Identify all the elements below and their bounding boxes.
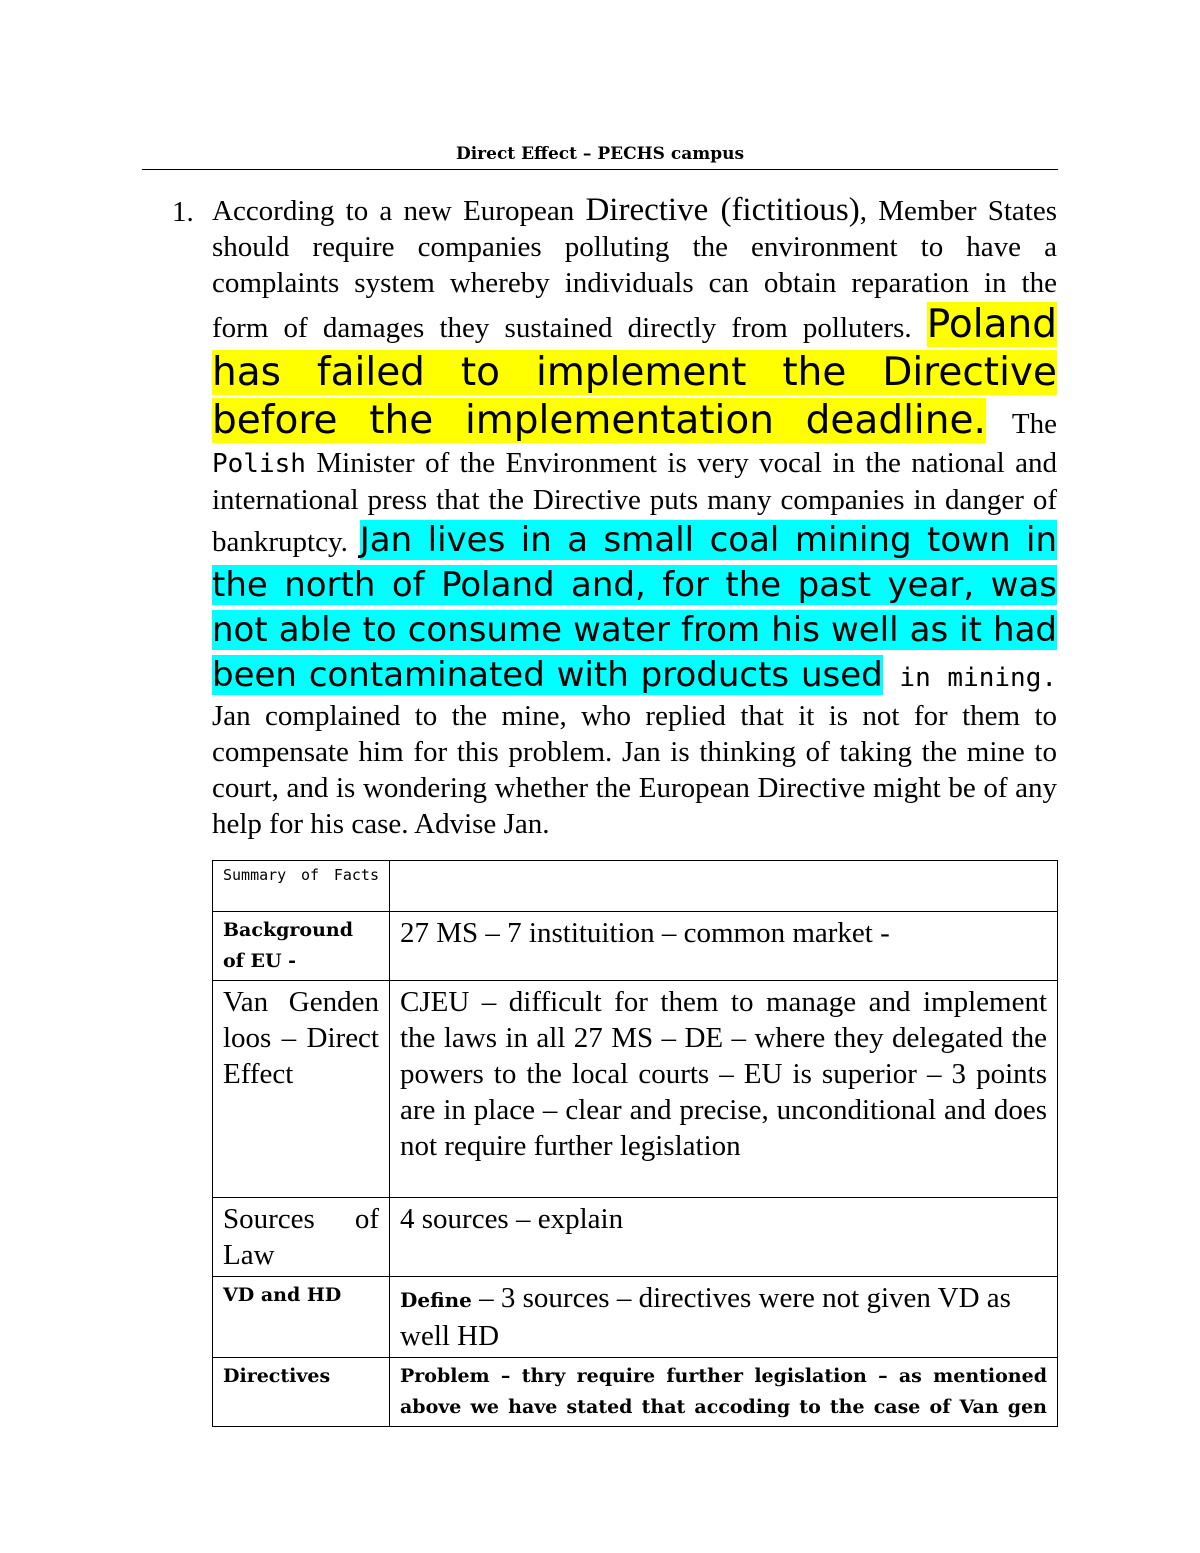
row-value-sources: 4 sources – explain xyxy=(390,1198,1058,1277)
summary-table xyxy=(212,860,1058,1427)
table-row xyxy=(213,1358,1058,1427)
question-middle: Minister of the Environment is very vocal in the national and international press that the Directive puts many companies in danger of bankruptcy. xyxy=(212,447,1057,558)
question-the: The xyxy=(985,408,1058,440)
table-row xyxy=(213,912,1058,981)
define-word: Define xyxy=(400,1288,472,1312)
row-label-vd-hd: VD and HD xyxy=(213,1277,390,1358)
row-label-directives: Directives xyxy=(213,1358,390,1427)
directive-term: Directive (fictitious) xyxy=(585,192,860,228)
question-intro-end: , Member States should require companies polluting the environment to have a complaints system whereby individuals can obtain reparation in the form of damages they sustained directly from polluters. xyxy=(212,195,1058,344)
document-header: Direct Effect – PECHS campus xyxy=(142,144,1058,170)
highlight-cyan: Jan lives in a small coal mining town in the north of Poland and, for the past year, was not able to consume water from his well as it had been contaminated with products used xyxy=(212,520,1057,695)
question-intro: According to a new European xyxy=(212,195,586,227)
question-number: 1. xyxy=(172,196,194,228)
row-label-summary: Summary of Facts xyxy=(213,861,390,912)
question-text xyxy=(212,192,1057,842)
table-row xyxy=(213,981,1058,1198)
table-row xyxy=(213,1277,1058,1358)
highlight-yellow: Poland has failed to implement the Directive before the implementation deadline. xyxy=(212,302,1057,443)
row-value-background: 27 MS – 7 instituition – common market - xyxy=(390,912,1058,981)
row-value-directives: Problem – thry require further legislation – as mentioned above we have stated that accoding to the case of Van gen xyxy=(390,1358,1058,1427)
question-mining: in mining. xyxy=(882,663,1057,693)
row-label-van-gend: Van Genden loos – Direct Effect xyxy=(213,981,390,1198)
row-value-vd-hd xyxy=(390,1277,1058,1358)
row-value-van-gend: CJEU – difficult for them to manage and implement the laws in all 27 MS – DE – where they delegated the powers to the local courts – EU is superior – 3 points are in place – clear and precise, unconditional and does not require further legislation xyxy=(390,981,1058,1198)
question-polish: Polish xyxy=(212,449,306,479)
row-label-background: Background of EU - xyxy=(213,912,390,981)
row-value-summary xyxy=(390,861,1058,912)
row-label-sources: Sources of Law xyxy=(213,1198,390,1277)
question-end: Jan complained to the mine, who replied that it is not for them to compensate him for this problem. Jan is thinking of taking the mine to court, and is wondering whether the European Directive might be of any help for his case. Advise Jan. xyxy=(212,700,1057,840)
table-row xyxy=(213,861,1058,912)
vd-hd-text: – 3 sources – directives were not given VD as well HD xyxy=(400,1282,1011,1352)
table-row xyxy=(213,1198,1058,1277)
